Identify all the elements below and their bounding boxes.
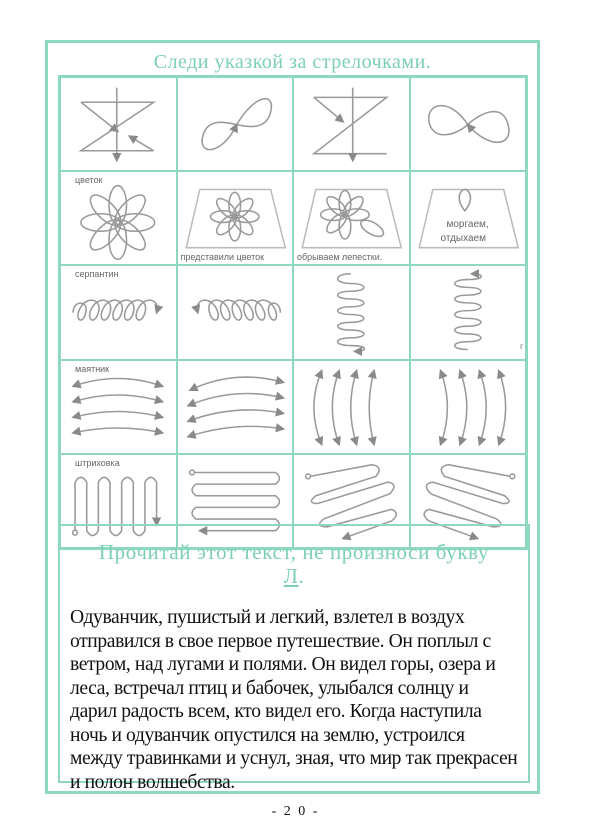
page-frame xyxy=(45,40,540,794)
label-pluck-petals: обрываем лепестки. xyxy=(297,252,383,263)
flower-petals-icon xyxy=(294,172,409,264)
spiral-vertical-icon xyxy=(411,266,526,358)
spiral-horizontal-icon xyxy=(178,266,293,358)
label-flower: цветок xyxy=(75,175,103,186)
label-imagined-flower: представили цветок xyxy=(180,252,265,263)
spiral-vertical-icon xyxy=(294,266,409,358)
cell-serpentine-1 xyxy=(60,265,177,359)
infinity-loop-icon xyxy=(178,78,293,170)
pendulum-arcs-icon xyxy=(61,361,176,453)
flower-frame-icon xyxy=(178,172,293,264)
cell-pluck-petals xyxy=(293,171,410,265)
label-pendulum: маятник xyxy=(75,363,110,374)
flower-icon xyxy=(61,172,176,264)
cell-zigzag-1 xyxy=(60,77,177,171)
cell-spring-1 xyxy=(293,265,410,359)
zigzag-arrows-icon xyxy=(61,78,176,170)
cell-pendulum-4 xyxy=(410,360,527,454)
label-hatching: штриховка xyxy=(75,457,120,468)
cell-imagined-flower xyxy=(177,171,294,265)
zigzag-arrows-icon xyxy=(294,78,409,170)
cell-flower xyxy=(60,171,177,265)
pendulum-arcs-icon xyxy=(294,361,409,453)
reading-title xyxy=(60,540,528,588)
label-side-mark: г xyxy=(520,341,523,351)
pendulum-arcs-icon xyxy=(411,361,526,453)
spiral-horizontal-icon xyxy=(61,266,176,358)
cell-pendulum-3 xyxy=(293,360,410,454)
cell-zigzag-2 xyxy=(293,77,410,171)
cell-spring-2 xyxy=(410,265,527,359)
label-blink: моргаем, xyxy=(446,219,489,231)
cell-infinity-horizontal xyxy=(410,77,527,171)
label-serpentine: серпантин xyxy=(75,269,119,280)
label-breathe: отдыхаем xyxy=(440,233,486,245)
cell-pendulum-1 xyxy=(60,360,177,454)
cell-infinity-vertical xyxy=(177,77,294,171)
infinity-loop-icon xyxy=(411,78,526,170)
cell-pendulum-2 xyxy=(177,360,294,454)
reading-title-prefix: Прочитай этот текст, не произноси букву xyxy=(98,540,490,564)
pendulum-arcs-icon xyxy=(178,361,293,453)
reading-title-suffix: . xyxy=(298,564,305,588)
cell-serpentine-2 xyxy=(177,265,294,359)
reading-box xyxy=(58,524,530,793)
reading-text: Одуванчик, пушистый и легкий, взлетел в воздух отправился в свое первое путешествие. Он поплыл с ветром, над лугами и полями. Он видел горы, озера и леса, встречал птиц и бабочек, улыбался солнцу и дарил радость всем, кто видел его. Когда наступила ночь и одуванчик опустился на землю, устроился между травинками и уснул, зная, что мир так прекрасен и полон волшебства. xyxy=(70,607,518,793)
page-title: Следи указкой за стрелочками. xyxy=(153,51,432,73)
reading-title-letter: Л xyxy=(283,564,299,588)
page-number: - 2 0 - xyxy=(271,804,320,819)
cell-blink xyxy=(410,171,527,265)
exercise-grid xyxy=(58,75,528,550)
